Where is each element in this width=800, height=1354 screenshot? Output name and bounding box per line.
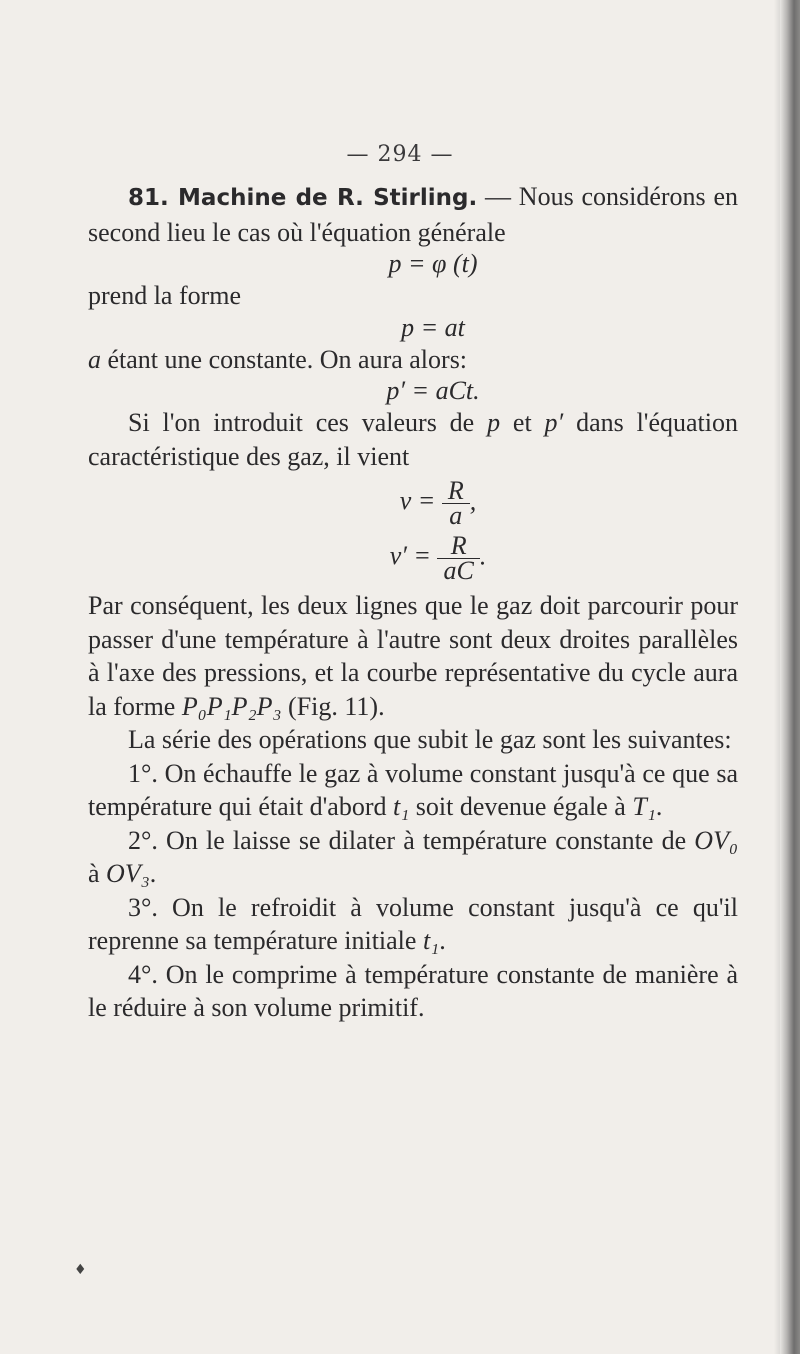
- section-paragraph: [88, 180, 738, 249]
- fraction-r-over-ac: $\frac{R}{aC}$: [437, 534, 479, 583]
- equation-p-at: p = at: [401, 312, 465, 342]
- step-2: 2°. On le laisse se dilater à température constante de OV₀ à OV₃.: [88, 825, 738, 888]
- step-1: 1°. On échauffe le gaz à volume constant jusqu'à ce que sa température qui était d'abord t₁ soit devenue égale à T₁.: [88, 758, 738, 821]
- body-text: [88, 180, 738, 1025]
- section-intro: — Nous considérons en second lieu le cas où l'équation générale: [88, 182, 738, 247]
- page-edge-shadow: [780, 0, 800, 1354]
- text-prend-la-forme: prend la forme: [88, 281, 242, 310]
- fraction-v-prime: v′ = $\frac{R}{aC}$ .: [389, 531, 487, 585]
- paragraph-valeurs: Si l'on introduit ces valeurs de p et p′ dans l'équation caractéristique des gaz, il vient: [88, 408, 739, 471]
- fraction-v: v = $\frac{R}{a}$ ,: [399, 476, 477, 530]
- section-heading: 81. Machine de R. Stirling.: [128, 185, 478, 211]
- equation-general: p = φ (t): [388, 249, 478, 278]
- paragraph-consequent: Par conséquent, les deux lignes que le gaz doit parcourir pour passer d'une température à l'autre sont deux droites parallèles à l'axe des pressions, et la courbe représentative du cycle aura la forme P₀P₁P₂P₃ (Fig. 11).: [88, 591, 738, 721]
- printer-mark: ♦: [74, 1262, 87, 1278]
- paragraph-serie: La série des opérations que subit le gaz sont les suivantes:: [128, 725, 732, 754]
- text-constante: a étant une constante. On aura alors:: [88, 344, 468, 374]
- page-number: — 294 —: [346, 142, 454, 167]
- equation-p-prime: p′ = aCt.: [386, 376, 480, 405]
- step-4: 4°. On le comprime à température constante de manière à le réduire à son volume primitif.: [88, 959, 738, 1022]
- step-3: 3°. On le refroidit à volume constant jusqu'à ce qu'il reprenne sa température initiale t₁.: [88, 892, 738, 955]
- fraction-r-over-a: $\frac{R}{a}$: [442, 479, 470, 528]
